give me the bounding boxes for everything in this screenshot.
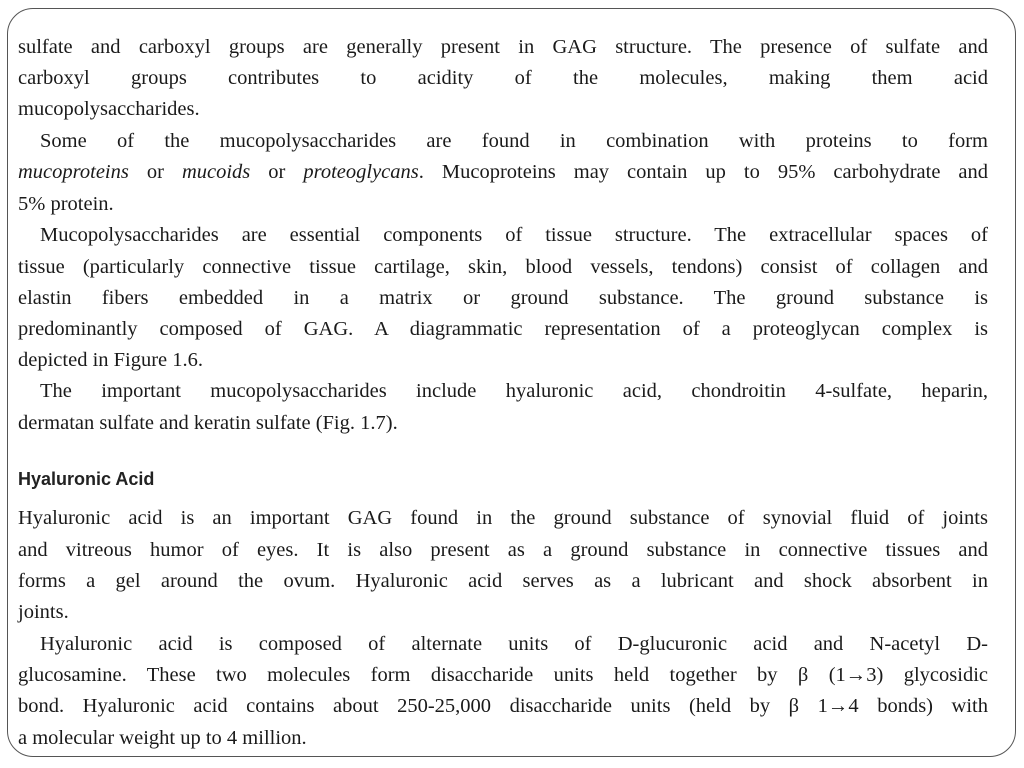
text-line: bond. Hyaluronic acid contains about 250-25,000 disaccharide units (held by β 1→4 bonds) with <box>18 695 988 717</box>
text-line: mucopolysaccharides. <box>18 98 200 120</box>
text-line: carboxyl groups contributes to acidity of the molecules, making them acid <box>18 67 988 89</box>
text-segment: . Mucoproteins may contain up to 95% carbohydrate and <box>418 161 989 183</box>
text-line: 5% protein. <box>18 193 114 215</box>
text-line: sulfate and carboxyl groups are generally present in GAG structure. The presence of sulfate and <box>18 36 988 58</box>
term-mucoids: mucoids <box>181 161 251 183</box>
text-line: predominantly composed of GAG. A diagrammatic representation of a proteoglycan complex is <box>18 318 988 340</box>
term-proteoglycans: proteoglycans <box>303 161 419 183</box>
section-heading: Hyaluronic Acid <box>18 469 155 489</box>
text-segment: or <box>250 161 304 183</box>
text-line: a molecular weight up to 4 million. <box>18 727 307 749</box>
text-line: elastin fibers embedded in a matrix or ground substance. The ground substance is <box>18 287 988 309</box>
text-line: Some of the mucopolysaccharides are found in combination with proteins to form <box>40 130 988 152</box>
text-line: Mucopolysaccharides are essential components of tissue structure. The extracellular spaces of <box>40 224 988 246</box>
text-segment: or <box>128 161 182 183</box>
text-line: The important mucopolysaccharides include hyaluronic acid, chondroitin 4-sulfate, heparin, <box>40 380 988 402</box>
term-mucoproteins: mucoproteins <box>18 161 129 183</box>
text-line: depicted in Figure 1.6. <box>18 349 204 371</box>
text-line <box>18 160 988 184</box>
text-line: Hyaluronic acid is composed of alternate units of D-glucuronic acid and N-acetyl D- <box>40 633 988 655</box>
text-line: dermatan sulfate and keratin sulfate (Fig. 1.7). <box>18 412 398 434</box>
text-line: tissue (particularly connective tissue cartilage, skin, blood vessels, tendons) consist of collagen and <box>18 256 988 278</box>
text-line: forms a gel around the ovum. Hyaluronic acid serves as a lubricant and shock absorbent in <box>18 570 988 592</box>
text-line: Hyaluronic acid is an important GAG found in the ground substance of synovial fluid of joints <box>18 507 988 529</box>
text-line: glucosamine. These two molecules form disaccharide units held together by β (1→3) glycosidic <box>18 664 988 686</box>
text-line: joints. <box>18 601 69 623</box>
text-line: and vitreous humor of eyes. It is also present as a ground substance in connective tissues and <box>18 539 988 561</box>
